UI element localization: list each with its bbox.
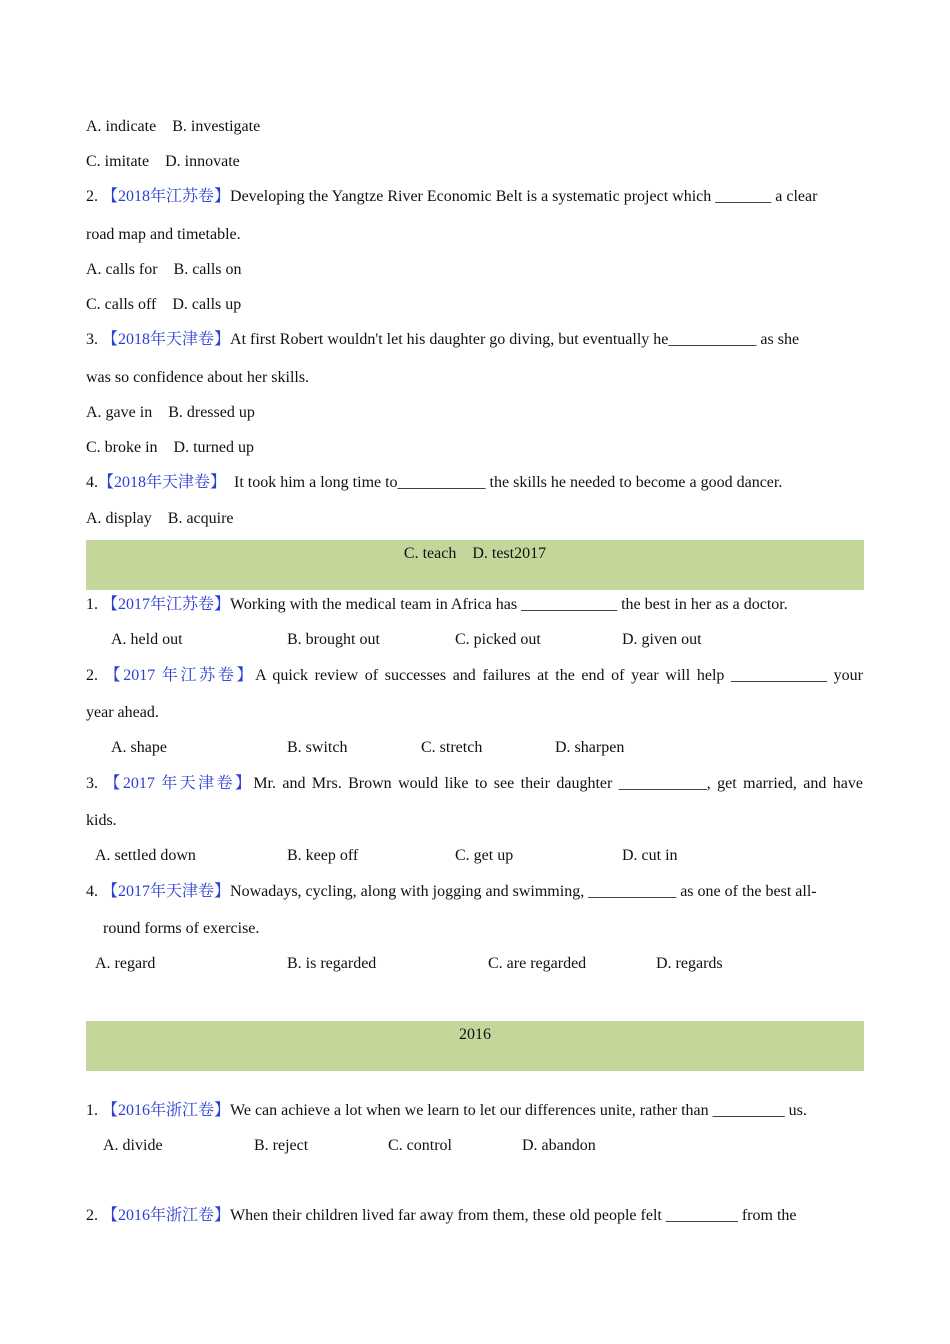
option-d: D. sharpen <box>555 739 625 756</box>
option-b: B. keep off <box>287 847 359 864</box>
question-continuation: round forms of exercise. <box>103 920 260 937</box>
question-2017-2 <box>86 666 863 686</box>
source-tag: 【2018年天津卷】 <box>98 474 227 491</box>
question-text: A quick review of successes and failures at the end of year will help ____________ your <box>255 667 863 684</box>
question-2016-2 <box>86 1206 797 1226</box>
option-b: B. reject <box>254 1137 309 1154</box>
source-tag: 【2017 年江苏卷】 <box>104 667 256 684</box>
option-a: A. held out <box>111 631 183 648</box>
question-number: 4. <box>86 883 102 900</box>
option-b: B. is regarded <box>287 955 377 972</box>
section-band-2017 <box>86 540 864 590</box>
question-number: 3. <box>86 775 105 792</box>
options-cd: C. broke in D. turned up <box>86 439 254 456</box>
question-number: 4. <box>86 474 98 491</box>
question-2017-3 <box>86 774 863 794</box>
option-d: D. abandon <box>522 1137 596 1154</box>
question-number: 1. <box>86 1102 102 1119</box>
source-tag: 【2017年天津卷】 <box>102 883 231 900</box>
question-text: When their children lived far away from them, these old people felt _________ from the <box>230 1207 797 1224</box>
question-2018-2 <box>86 187 817 207</box>
question-text: We can achieve a lot when we learn to let our differences unite, rather than _________ us. <box>230 1102 807 1119</box>
source-tag: 【2016年浙江卷】 <box>102 1102 231 1119</box>
option-a: A. shape <box>111 739 167 756</box>
option-b: B. brought out <box>287 631 380 648</box>
q1-options-ab: A. indicate B. investigate <box>86 118 261 135</box>
source-tag: 【2016年浙江卷】 <box>102 1207 231 1224</box>
option-a: A. settled down <box>95 847 196 864</box>
question-2018-3 <box>86 330 799 350</box>
options-ab: A. gave in B. dressed up <box>86 404 255 421</box>
band-text: 2016 <box>459 1026 491 1043</box>
question-text: Working with the medical team in Africa has ____________ the best in her as a doctor. <box>230 596 788 613</box>
question-2017-1 <box>86 595 788 615</box>
option-c: C. get up <box>455 847 514 864</box>
q1-options-cd: C. imitate D. innovate <box>86 153 240 170</box>
question-continuation: road map and timetable. <box>86 226 241 243</box>
section-band-2016 <box>86 1021 864 1071</box>
source-tag: 【2017年江苏卷】 <box>102 596 231 613</box>
source-tag: 【2017 年天津卷】 <box>104 775 254 792</box>
options-ab: A. display B. acquire <box>86 510 234 527</box>
option-a: A. divide <box>103 1137 163 1154</box>
question-number: 2. <box>86 1207 102 1224</box>
source-tag: 【2018年江苏卷】 <box>102 188 231 205</box>
band-text: C. teach D. test2017 <box>403 545 547 562</box>
question-2017-4 <box>86 882 817 902</box>
option-c: C. stretch <box>421 739 483 756</box>
option-c: C. control <box>388 1137 452 1154</box>
option-d: D. cut in <box>622 847 678 864</box>
question-continuation: was so confidence about her skills. <box>86 369 310 386</box>
option-c: C. are regarded <box>488 955 587 972</box>
source-tag: 【2018年天津卷】 <box>102 331 231 348</box>
question-number: 2. <box>86 667 105 684</box>
question-number: 3. <box>86 331 102 348</box>
question-number: 1. <box>86 596 102 613</box>
question-text: At first Robert wouldn't let his daughter go diving, but eventually he___________ as she <box>230 331 800 348</box>
options-cd: C. calls off D. calls up <box>86 296 242 313</box>
option-a: A. regard <box>95 955 156 972</box>
option-c: C. picked out <box>455 631 541 648</box>
options-ab: A. calls for B. calls on <box>86 261 242 278</box>
option-d: D. regards <box>656 955 723 972</box>
question-text: It took him a long time to___________ the skills he needed to become a good dancer. <box>226 474 783 491</box>
question-text: Developing the Yangtze River Economic Belt is a systematic project which _______ a clear <box>230 188 818 205</box>
question-number: 2. <box>86 188 102 205</box>
question-2016-1 <box>86 1101 807 1121</box>
question-text: Nowadays, cycling, along with jogging and swimming, ___________ as one of the best all- <box>230 883 817 900</box>
option-b: B. switch <box>287 739 348 756</box>
question-text: Mr. and Mrs. Brown would like to see their daughter ___________, get married, and have <box>253 775 863 792</box>
question-continuation: kids. <box>86 812 117 829</box>
option-d: D. given out <box>622 631 702 648</box>
question-2018-4 <box>86 473 782 493</box>
question-continuation: year ahead. <box>86 704 159 721</box>
